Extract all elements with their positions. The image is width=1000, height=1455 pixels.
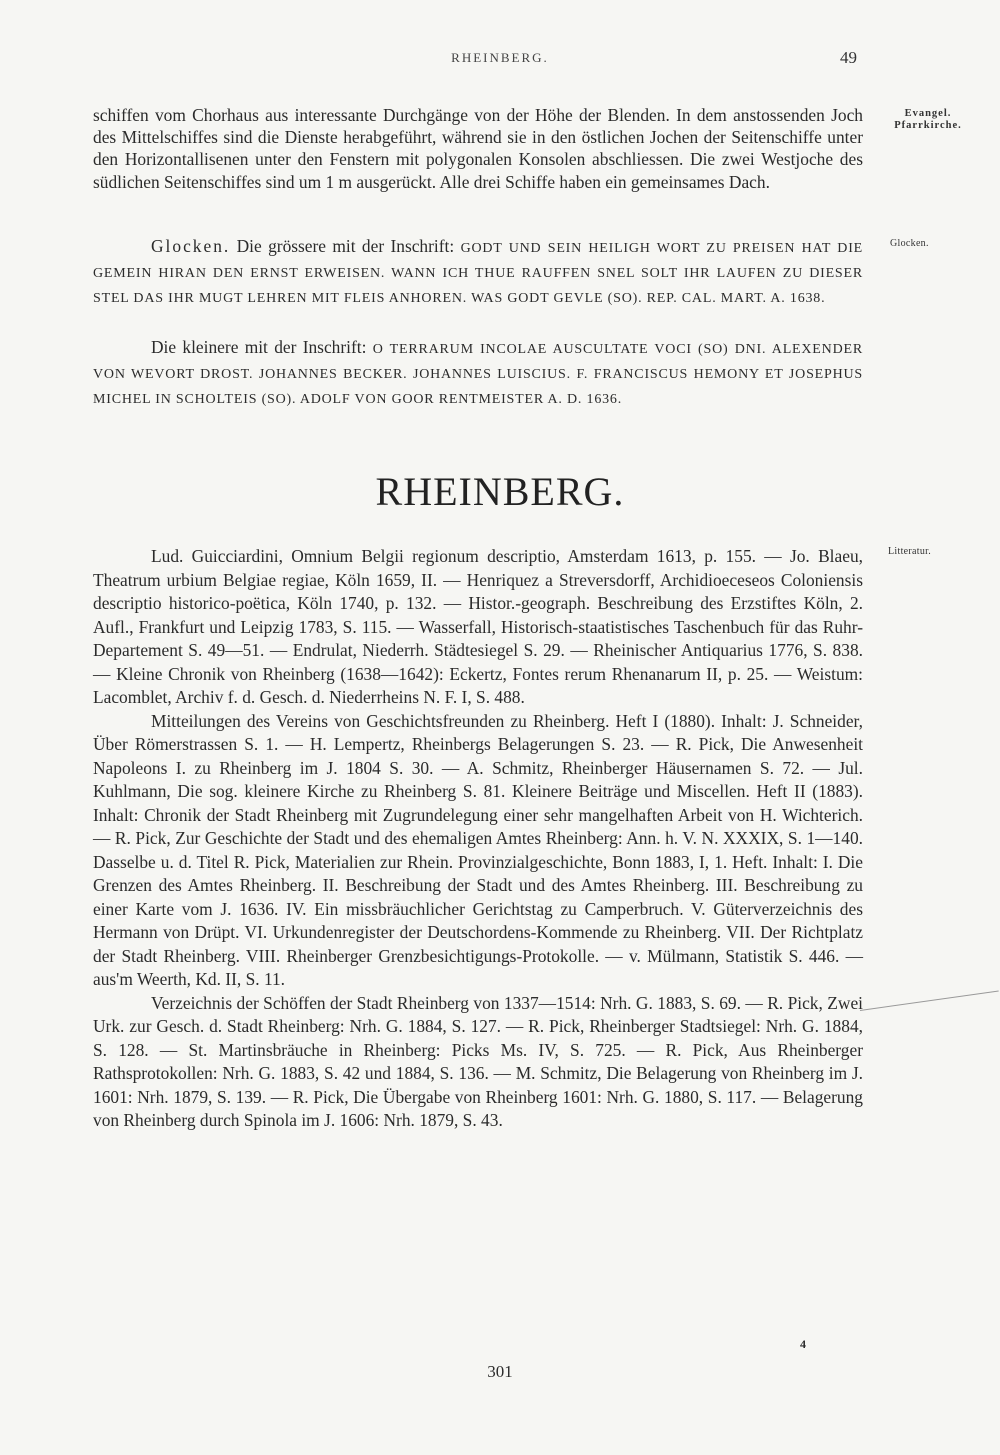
bells-inscription: GODT UND SEIN HEILIGH WORT ZU PREISEN HAT DIE GEMEIN HIRAN DEN ERNST ERWEISEN. WANN ICH THUE RAUFFEN SNEL SOLT IHR LAUFEN ZU DIESER STEL DAS IHR MUGT LEHREN MIT FLEIS ANHOREN. WAS GODT GEVLE (SO). REP. CAL. MART. A. 1638. bbox=[93, 241, 864, 307]
bells-section bbox=[93, 235, 863, 311]
small-bell-intro: Die kleinere mit der Inschrift: bbox=[151, 337, 367, 357]
section-title: RHEINBERG. bbox=[375, 469, 625, 514]
scan-scratch-line bbox=[860, 991, 999, 1011]
small-bell-section bbox=[93, 336, 863, 412]
small-bell-paragraph bbox=[93, 336, 863, 412]
literature-paragraph-2: Mitteilungen des Vereins von Geschichtsfreunden zu Rheinberg. Heft I (1880). Inhalt: J. Schneider, Über Römerstrassen S. 1. — H. Lempertz, Rheinbergs Belagerungen S. 23. — R. Pick, Die Anwesenheit Napoleons I. zu Rheinberg im J. 1804 S. 30. — A. Schmitz, Rheinberger Häusernamen S. 72. — Jul. Kuhlmann, Die sog. kleinere Kirche zu Rheinberg S. 81. Kleinere Beiträge und Miscellen. Heft II (1883). Inhalt: Chronik der Stadt Rheinberg mit Zugrundelegung einer sehr mangelhaften Arbeit von H. Wichterich. — R. Pick, Zur Geschichte der Stadt und des ehemaligen Amtes Rheinberg: Ann. h. V. N. XXXIX, S. 1—140. Dasselbe u. d. Titel R. Pick, Materialien zur Rhein. Provinzialgeschichte, Bonn 1883, I, 1. Heft. Inhalt: I. Die Grenzen des Amtes Rheinberg. II. Beschreibung der Stadt und des Amtes Rheinberg. III. Beschreibung zu einer Karte vom J. 1636. IV. Ein missbräuchlicher Gerichtstag zu Camperbruch. V. Güterverzeichnis des Hermann von Drüpt. VI. Urkundenregister der Deutschordens-Kommende zu Rheinberg. VII. Der Richtplatz der Stadt Rheinberg. VIII. Rheinberger Grenzbesichtigungs-Protokolle. — v. Mülmann, Statistik S. 446. — aus'm Weerth, Kd. II, S. 11. bbox=[93, 710, 863, 989]
margin-note-glocken: Glocken. bbox=[890, 238, 929, 249]
small-bell-inscription: O TERRARUM INCOLAE AUSCULTATE VOCI (SO) DNI. ALEXENDER VON WEVORT DROST. JOHANNES BECKER. JOHANNES LUISCIUS. F. FRANCISCUS HEMONY ET JOSEPHUS MICHEL IN SCHOLTEIS (SO). ADOLF VON GOOR RENTMEISTER A. D. 1636. bbox=[93, 342, 863, 408]
literature-paragraph-3: Verzeichnis der Schöffen der Stadt Rheinberg von 1337—1514: Nrh. G. 1883, S. 69. — R. Pick, Zwei Urk. zur Gesch. d. Stadt Rheinberg: Nrh. G. 1884, S. 127. — R. Pick, Rheinberger Stadtsiegel: Nrh. G. 1884, S. 128. — St. Martinsbräuche in Rheinberg: Picks Ms. IV, S. 725. — R. Pick, Aus Rheinberger Rathsprotokollen: Nrh. G. 1883, S. 42 und 1884, S. 136. — M. Schmitz, Die Belagerung von Rheinberg im J. 1601: Nrh. 1879, S. 139. — R. Pick, Die Übergabe von Rheinberg 1601: Nrh. G. 1880, S. 117. — Belagerung von Rheinberg durch Spinola im J. 1606: Nrh. 1879, S. 43. bbox=[93, 992, 863, 1130]
church-description bbox=[93, 104, 863, 193]
running-head: RHEINBERG. bbox=[451, 50, 549, 65]
bells-label: Glocken. bbox=[151, 236, 231, 256]
literature-paragraph-1: Lud. Guicciardini, Omnium Belgii regionum descriptio, Amsterdam 1613, p. 155. — Jo. Blaeu, Theatrum urbium Belgiae regiae, Köln 1659, II. — Henriquez a Streversdorff, Archidioeceseos Coloniensis descriptio historico-poëtica, Köln 1740, p. 132. — Histor.-geograph. Beschreibung des Erzstiftes Köln, 2. Aufl., Frankfurt und Leipzig 1783, S. 115. — Wasserfall, Historisch-staatistisches Taschenbuch für das Ruhr-Departement S. 49—51. — Endrulat, Niederrh. Städtesiegel S. 29. — Rheinischer Antiquarius 1776, S. 838. — Kleine Chronik von Rheinberg (1638—1642): Eckertz, Fontes rerum Rhenanarum II, p. 25. — Weistum: Lacomblet, Archiv f. d. Gesch. d. Niederrheins N. F. I, S. 488. bbox=[93, 546, 863, 707]
bells-paragraph bbox=[93, 235, 863, 311]
margin-note-litteratur: Litteratur. bbox=[888, 546, 932, 557]
folio-number: 301 bbox=[487, 1362, 513, 1381]
margin-note-evangel: Evangel. Pfarrkirche. bbox=[894, 108, 962, 131]
church-paragraph: schiffen vom Chorhaus aus interessante Durchgänge von der Höhe der Blenden. In dem anstossenden Joch des Mittelschiffes sind die Dienste herabgeführt, während sie in den östlichen Jochen der Seitenschiffe unter den Horizontallisenen unter den Fenstern mit polygonalen Konsolen abschliessen. Die zwei Westjoche des südlichen Seitenschiffes sind um 1 m ausgerückt. Alle drei Schiffe haben ein gemeinsames Dach. bbox=[93, 105, 863, 192]
bells-intro: Die grössere mit der Inschrift: bbox=[236, 236, 455, 256]
page-number: 49 bbox=[840, 48, 857, 67]
signature-mark: 4 bbox=[800, 1337, 806, 1351]
literature-section bbox=[93, 545, 863, 1133]
